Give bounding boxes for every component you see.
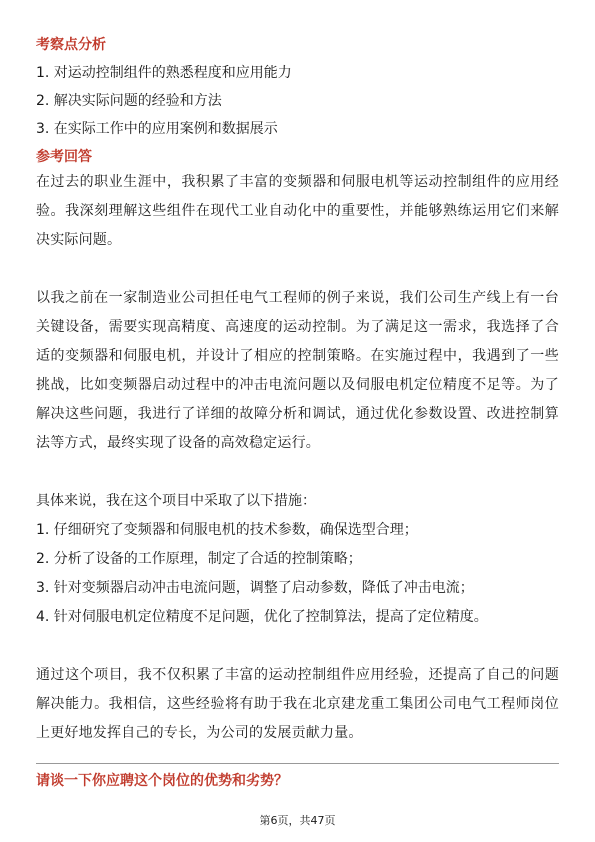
paragraph-gap [36,458,559,487]
page-content [36,34,559,748]
answer-paragraph-3: 通过这个项目，我不仅积累了丰富的运动控制组件应用经验，还提高了自己的问题解决能力。我相信，这些经验将有助于我在北京建龙重工集团公司电气工程师岗位上更好地发挥自己的专长，为公司的发展贡献力量。 [36,667,559,741]
analysis-item-2: 2. 解决实际问题的经验和方法 [36,93,222,109]
measure-item-1: 1. 仔细研究了变频器和伺服电机的技术参数，确保选型合理； [36,522,418,538]
analysis-item-1: 1. 对运动控制组件的熟悉程度和应用能力 [36,65,292,81]
measure-item-4: 4. 针对伺服电机定位精度不足问题，优化了控制算法，提高了定位精度。 [36,609,488,625]
next-question-heading: 请谈一下你应聘这个岗位的优势和劣势？ [36,773,288,789]
paragraph-gap [36,255,559,284]
paragraph-gap [36,632,559,661]
analysis-heading: 考察点分析 [36,37,106,53]
measure-item-3: 3. 针对变频器启动冲击电流问题，调整了启动参数，降低了冲击电流； [36,580,474,596]
answer-paragraph-1: 在过去的职业生涯中，我积累了丰富的变频器和伺服电机等运动控制组件的应用经验。我深刻理解这些组件在现代工业自动化中的重要性，并能够熟练运用它们来解决实际问题。 [36,174,559,248]
analysis-list [36,62,559,140]
answer-paragraph-2: 以我之前在一家制造业公司担任电气工程师的例子来说，我们公司生产线上有一台关键设备，需要实现高精度、高速度的运动控制。为了满足这一需求，我选择了合适的变频器和伺服电机，并设计了相应的控制策略。在实施过程中，我遇到了一些挑战，比如变频器启动过程中的冲击电流问题以及伺服电机定位精度不足等。为了解决这些问题，我进行了详细的故障分析和调试，通过优化参数设置、改进控制算法等方式，最终实现了设备的高效稳定运行。 [36,290,559,451]
page-footer: 第6页，共47页 [259,814,336,827]
section-divider [36,763,559,764]
measures-intro: 具体来说，我在这个项目中采取了以下措施： [36,493,316,509]
answer-heading: 参考回答 [36,149,92,165]
measures-list [36,516,559,632]
analysis-item-3: 3. 在实际工作中的应用案例和数据展示 [36,121,278,137]
measure-item-2: 2. 分析了设备的工作原理，制定了合适的控制策略； [36,551,362,567]
